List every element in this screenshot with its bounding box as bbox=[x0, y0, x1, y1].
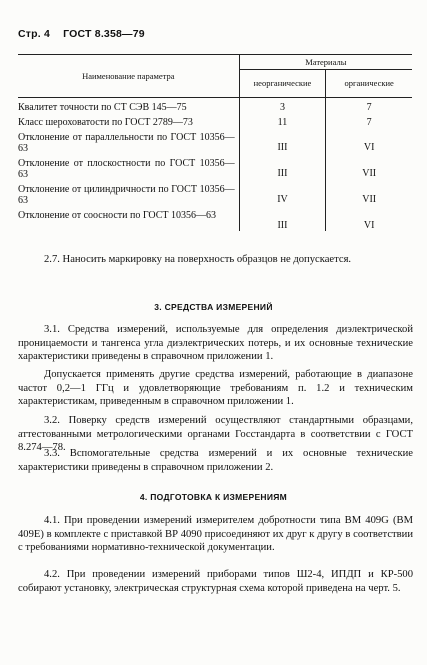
inorganic-value: 11 bbox=[239, 113, 326, 128]
inorganic-value: III bbox=[239, 154, 326, 180]
paragraph-3-1: 3.1. Средства измерений, используемые для определения диэлектрической проницаемости и тангенса угла диэлектрических потерь, и их основные технические характеристики приведены в справочном приложении 1. bbox=[18, 324, 413, 363]
page-number: Стр. 4 bbox=[18, 28, 51, 40]
inorganic-value: 3 bbox=[239, 98, 326, 114]
table-row bbox=[18, 180, 412, 206]
paragraph-4-2: 4.2. При проведении измерений приборами типов Ш2-4, ИПДП и КР-500 собирают установку, электрическая структурная схема которой приведена на черт. 5. bbox=[18, 569, 413, 594]
inorganic-value: III bbox=[239, 206, 326, 231]
table-row bbox=[18, 206, 412, 231]
parameter-name: Квалитет точности по СТ СЭВ 145—75 bbox=[18, 102, 187, 113]
column-header-organic: органические bbox=[326, 70, 412, 98]
inorganic-value: III bbox=[239, 128, 326, 154]
parameters-table bbox=[18, 54, 412, 231]
section-3-title: 3. СРЕДСТВА ИЗМЕРЕНИЙ bbox=[154, 302, 273, 312]
table-row bbox=[18, 113, 412, 128]
table-row bbox=[18, 128, 412, 154]
organic-value: 7 bbox=[326, 113, 412, 128]
page-header bbox=[18, 28, 155, 40]
parameter-name: Отклонение от соосности по ГОСТ 10356—63 bbox=[18, 210, 217, 221]
organic-value: VI bbox=[326, 128, 412, 154]
table-row bbox=[18, 98, 412, 114]
parameter-name: Отклонение от параллельности по ГОСТ 10356—63 bbox=[18, 132, 235, 154]
parameter-name: Отклонение от плоскостности по ГОСТ 10356—63 bbox=[18, 158, 235, 180]
parameter-name: Отклонение от цилиндричности по ГОСТ 10356—63 bbox=[18, 184, 235, 206]
column-header-parameter: Наименование параметра bbox=[18, 55, 239, 98]
section-4-title: 4. ПОДГОТОВКА К ИЗМЕРЕНИЯМ bbox=[139, 492, 288, 502]
column-header-inorganic: неорганические bbox=[239, 70, 326, 98]
parameter-name: Класс шероховатости по ГОСТ 2789—73 bbox=[18, 117, 193, 128]
organic-value: VII bbox=[326, 154, 412, 180]
paragraph-3-2: 3.2. Поверку средств измерений осуществляют стандартными образцами, аттестованными метрологическими органами Госстандарта в соответствии с ГОСТ 8.274—78. bbox=[18, 415, 413, 454]
paragraph-2-7: 2.7. Наносить маркировку на поверхность образцов не допускается. bbox=[44, 254, 352, 265]
organic-value: VII bbox=[326, 180, 412, 206]
table-row bbox=[18, 154, 412, 180]
inorganic-value: IV bbox=[239, 180, 326, 206]
standard-number: ГОСТ 8.358—79 bbox=[63, 28, 145, 40]
organic-value: VI bbox=[326, 206, 412, 231]
column-header-materials: Материалы bbox=[239, 55, 412, 70]
organic-value: 7 bbox=[326, 98, 412, 114]
paragraph-3-3: 3.3. Вспомогательные средства измерений и их основные технические характеристики приведены в справочном приложении 2. bbox=[18, 448, 413, 473]
paragraph-3-1-continued: Допускается применять другие средства измерений, работающие в диапазоне частот 0,2—1 ГГц и удовлетворяющие требованиям п. 1.2 и техническим характеристикам, приведенным в справочном приложении 1. bbox=[18, 369, 413, 408]
paragraph-4-1: 4.1. При проведении измерений измерителем добротности типа ВМ 409G (ВМ 409E) в комплекте с приставкой ВР 4090 присоединяют их друг к другу в соответствии с требованиями нормативно-технической документации. bbox=[18, 515, 413, 554]
